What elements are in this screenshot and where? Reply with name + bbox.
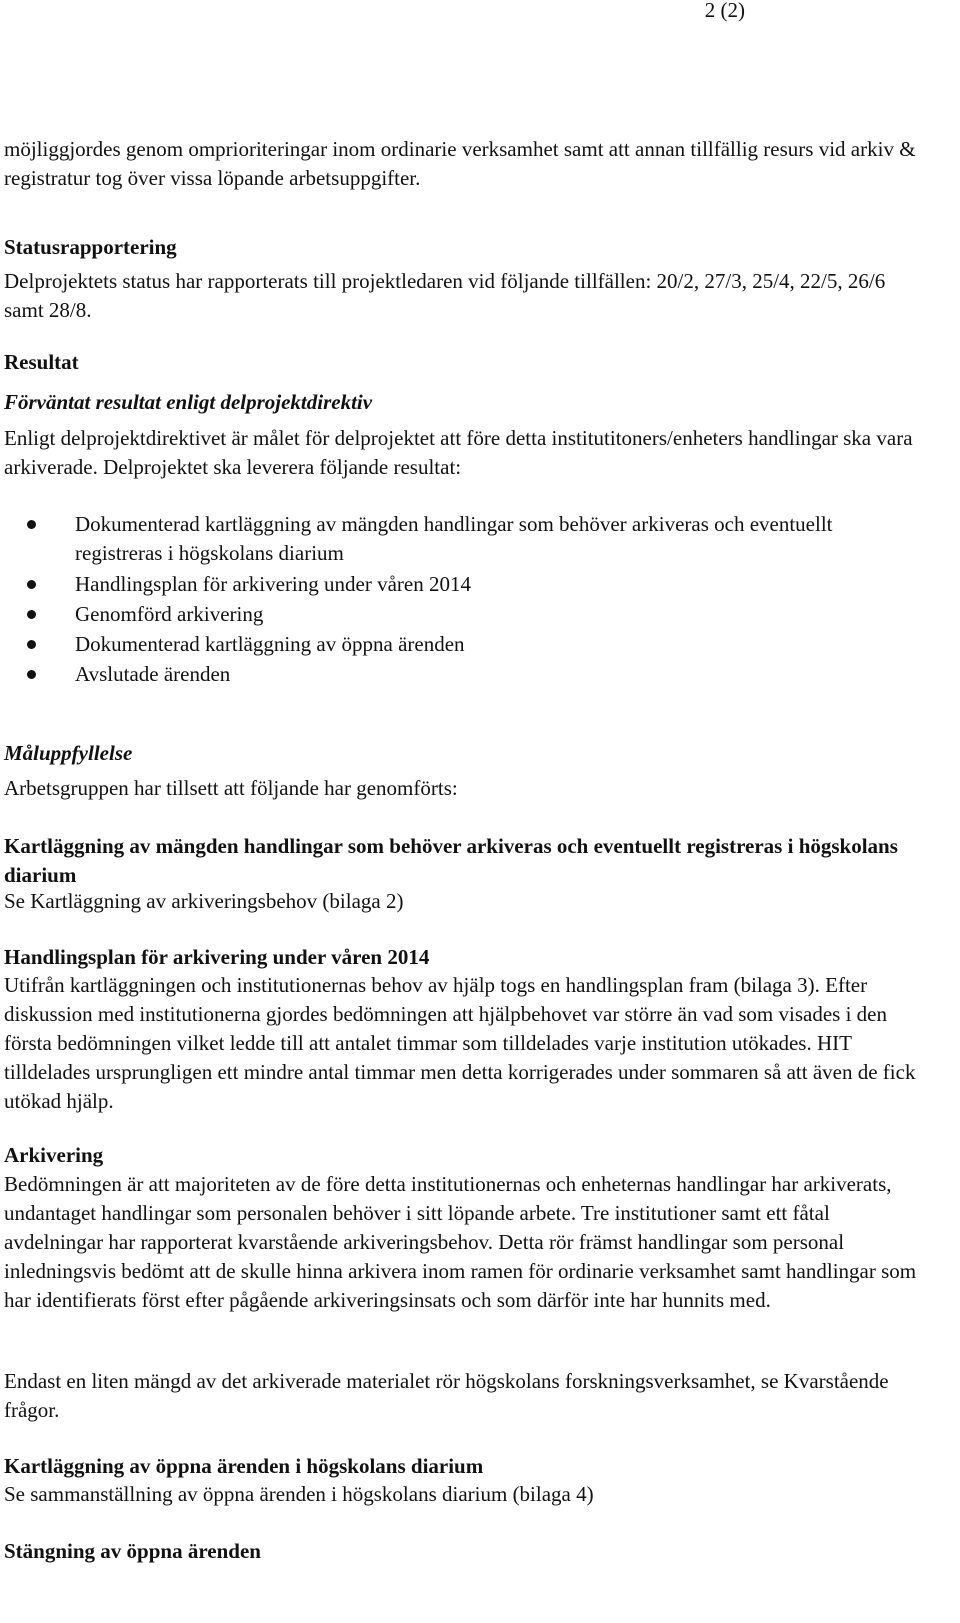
result-list	[4, 510, 870, 690]
page-number: 2 (2)	[704, 0, 745, 22]
kartlaggning-paragraph: Se Kartläggning av arkiveringsbehov (bilaga 2)	[4, 889, 404, 913]
bullet-icon	[27, 640, 36, 649]
arkivering-paragraph: Bedömningen är att majoriteten av de före detta institutionernas och enheternas handlingar har arkiverats, undantaget handlingar som personalen behöver i sitt löpande arbete. Tre institutioner samt ett fåtal avdelningar har rapporterat kvarstående arkiveringsbehov. Detta rör främst handlingar som personal inledningsvis bedömt att de skulle hinna arkivera inom ramen för ordinarie verksamhet samt handlingar som har identifierats först efter pågående arkiveringsinsats och som därför inte har hunnits med.	[4, 1172, 917, 1312]
arkivering-note: Endast en liten mängd av det arkiverade materialet rör högskolans forskningsverksamhet, se Kvarstående frågor.	[4, 1369, 889, 1422]
kartlaggning-heading: Kartläggning av mängden handlingar som behöver arkiveras och eventuellt registreras i högskolans diarium	[4, 834, 898, 887]
resultat-subheading: Förväntat resultat enligt delprojektdirektiv	[4, 390, 373, 414]
status-paragraph: Delprojektets status har rapporterats till projektledaren vid följande tillfällen: 20/2, 27/3, 25/4, 22/5, 26/6 samt 28/8.	[4, 269, 886, 322]
resultat-paragraph: Enligt delprojektdirektivet är målet för delprojektet att före detta institutitoners/enheters handlingar ska vara arkiverade. Delprojektet ska leverera följande resultat:	[4, 426, 913, 479]
bullet-icon	[27, 610, 36, 619]
list-item: Genomförd arkivering	[4, 600, 870, 630]
bullet-icon	[27, 670, 36, 679]
list-item: Dokumenterad kartläggning av öppna ärenden	[4, 630, 870, 660]
maluppfyllelse-paragraph: Arbetsgruppen har tillsett att följande har genomförts:	[4, 776, 458, 800]
arkivering-heading: Arkivering	[4, 1143, 104, 1167]
resultat-heading: Resultat	[4, 350, 79, 374]
list-item: Dokumenterad kartläggning av mängden handlingar som behöver arkiveras och eventuellt registreras i högskolans diarium	[4, 510, 870, 570]
bullet-icon	[27, 520, 36, 529]
handlingsplan-heading: Handlingsplan för arkivering under våren 2014	[4, 945, 430, 969]
list-item: Handlingsplan för arkivering under våren 2014	[4, 570, 870, 600]
status-heading: Statusrapportering	[4, 235, 177, 259]
intro-paragraph: möjliggjordes genom omprioriteringar inom ordinarie verksamhet samt att annan tillfällig resurs vid arkiv & registratur tog över vissa löpande arbetsuppgifter.	[4, 137, 916, 190]
stangning-heading: Stängning av öppna ärenden	[4, 1539, 261, 1563]
maluppfyllelse-heading: Måluppfyllelse	[4, 741, 133, 765]
bullet-icon	[27, 580, 36, 589]
oppna-paragraph: Se sammanställning av öppna ärenden i högskolans diarium (bilaga 4)	[4, 1482, 594, 1506]
handlingsplan-paragraph: Utifrån kartläggningen och institutionernas behov av hjälp togs en handlingsplan fram (bilaga 3). Efter diskussion med institutionerna gjordes bedömningen att hjälpbehovet var större än vad som visades i den första bedömningen vilket ledde till att antalet timmar som tilldelades varje institution utökades. HIT tilldelades ursprungligen ett mindre antal timmar men detta korrigerades under sommaren så att även de fick utökad hjälp.	[4, 973, 916, 1113]
list-item: Avslutade ärenden	[4, 660, 870, 690]
oppna-heading: Kartläggning av öppna ärenden i högskolans diarium	[4, 1454, 484, 1478]
